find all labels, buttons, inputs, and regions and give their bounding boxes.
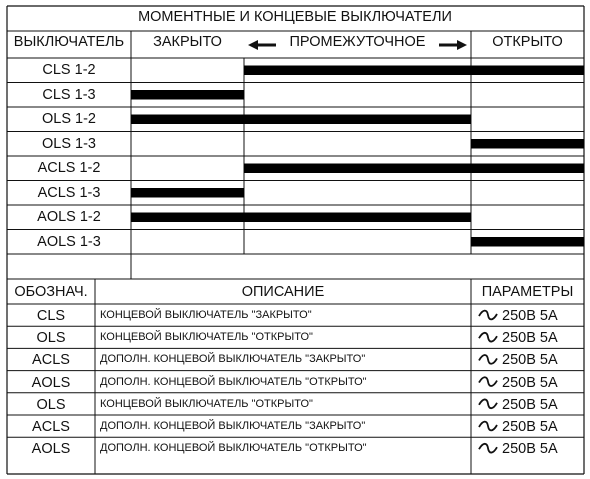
legend-header-params: ПАРАМЕТРЫ — [481, 284, 574, 300]
contact-bar-closed — [131, 188, 244, 198]
contact-bar-closed — [131, 115, 244, 125]
legend-code: AOLS — [31, 441, 71, 458]
switch-label: AOLS 1-3 — [37, 233, 101, 250]
legend-params: 250В 5А — [502, 419, 558, 435]
switch-label: OLS 1-3 — [42, 135, 96, 152]
legend-description: КОНЦЕВОЙ ВЫКЛЮЧАТЕЛЬ "ЗАКРЫТО" — [100, 309, 312, 321]
ac-current-icon — [479, 444, 497, 453]
contact-bar-middle — [244, 164, 471, 174]
legend-header-description: ОПИСАНИЕ — [241, 284, 325, 300]
ac-current-icon — [479, 333, 497, 342]
legend-description: ДОПОЛН. КОНЦЕВОЙ ВЫКЛЮЧАТЕЛЬ "ОТКРЫТО" — [100, 375, 367, 388]
legend-params: 250В 5А — [502, 374, 558, 391]
diagram-title: МОМЕНТНЫЕ И КОНЦЕВЫЕ ВЫКЛЮЧАТЕЛИ — [138, 9, 452, 25]
legend-header-code: ОБОЗНАЧ. — [14, 284, 88, 300]
contact-bar-closed — [131, 213, 244, 223]
switch-label: ACLS 1-2 — [37, 160, 101, 176]
legend-code: OLS — [36, 396, 66, 413]
ac-current-icon — [479, 422, 497, 431]
legend-params: 250В 5А — [502, 441, 558, 458]
legend-code: CLS — [36, 308, 66, 324]
switch-label: CLS 1-2 — [42, 62, 96, 78]
legend-description: КОНЦЕВОЙ ВЫКЛЮЧАТЕЛЬ "ОТКРЫТО" — [100, 397, 313, 410]
switch-label: AOLS 1-2 — [37, 209, 101, 225]
legend-description: ДОПОЛН. КОНЦЕВОЙ ВЫКЛЮЧАТЕЛЬ "ЗАКРЫТО" — [100, 353, 366, 366]
header-open: ОТКРЫТО — [492, 34, 563, 50]
legend-code: AOLS — [31, 374, 71, 391]
ac-current-icon — [479, 311, 497, 320]
contact-bar-middle — [244, 115, 471, 125]
header-switch: ВЫКЛЮЧАТЕЛЬ — [13, 34, 125, 50]
contact-bar-closed — [131, 90, 244, 100]
legend-code: ACLS — [32, 419, 70, 435]
switch-label: OLS 1-2 — [42, 111, 96, 127]
contact-bar-middle — [244, 213, 471, 223]
legend-params: 250В 5А — [502, 308, 558, 324]
legend-description: КОНЦЕВОЙ ВЫКЛЮЧАТЕЛЬ "ОТКРЫТО" — [100, 331, 313, 344]
legend-description: ДОПОЛН. КОНЦЕВОЙ ВЫКЛЮЧАТЕЛЬ "ЗАКРЫТО" — [100, 420, 366, 432]
contact-bar-open — [471, 237, 584, 247]
legend-code: OLS — [36, 330, 66, 347]
header-closed: ЗАКРЫТО — [153, 34, 222, 50]
contact-bar-middle — [244, 66, 471, 76]
switch-label: ACLS 1-3 — [37, 184, 101, 201]
legend-params: 250В 5А — [502, 330, 558, 347]
legend-code: ACLS — [32, 352, 70, 369]
contact-bar-open — [471, 66, 584, 76]
ac-current-icon — [479, 377, 497, 386]
legend-description: ДОПОЛН. КОНЦЕВОЙ ВЫКЛЮЧАТЕЛЬ "ОТКРЫТО" — [100, 442, 367, 455]
header-middle: ПРОМЕЖУТОЧНОЕ — [289, 34, 426, 50]
switch-label: CLS 1-3 — [42, 86, 96, 103]
legend-params: 250В 5А — [502, 352, 558, 369]
contact-bar-open — [471, 164, 584, 174]
ac-current-icon — [479, 355, 497, 364]
contact-bar-open — [471, 139, 584, 149]
legend-params: 250В 5А — [502, 396, 558, 413]
ac-current-icon — [479, 399, 497, 408]
